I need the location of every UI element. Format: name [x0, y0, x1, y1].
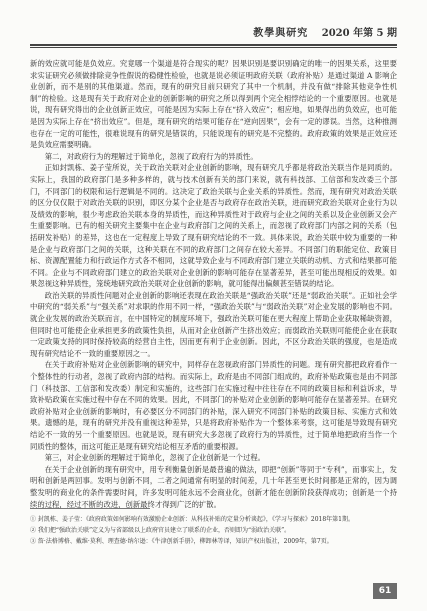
footnote-divider	[30, 508, 150, 509]
paragraph: 正如封凯栋、姜子莹所说，关于政治关联对企业创新的影响，现有研究几乎都是将政治关联当作是同质的。实际上，我国的政府部门是多种多样的，就与技术创新有关的部门来说，就有科技部、工信部和发改委三个部门，不同部门的权限和运行逻辑是不同的。这决定了政治关联与企业关系的异质性。然而，现有研究对政治关联的区分仅仅限于对政治关联的识别，即区分某个企业是否与政府存在政治关联，进而研究政治关联对企业行为以及绩效的影响，很少考虑政治关联本身的异质性，而这种异质性对于政府与企业之间的关系以及企业创新又会产生重要影响。已有的相关研究主要集中在企业与政府部门之间的关系上，而忽视了政府部门内部之间的关系（包括研发补贴）的差异，这也在一定程度上导致了现有研究结论的不一致。具体来说，政治关联中较为重要的一种是企业与政府部门之间的关联，这种关联在不同的政府部门之间存在较大差异。不同部门的职能定位、政策目标、资源配置能力和行政运作方式各不相同，这就导致企业与不同政府部门建立关联的动机、方式和结果都可能不同。企业与不同政府部门建立的政治关联对企业创新的影响可能存在显著差异，甚至可能出现相反的效果。如果忽视这种异质性，笼统地研究政治关联对企业创新的影响，就可能得出偏颇甚至错误的结论。	[30, 163, 397, 289]
running-header	[30, 24, 397, 42]
footnote: ③ 詹·法格博格、戴维·莫利、理查德·纳尔逊：《牛津创新手册》，柳卸林等译，知识产权出版社，2009年，第7页。	[30, 538, 333, 545]
article-body	[30, 58, 397, 509]
footnote: ② 我们把“强政治关联”定义为与省部级以上政府官员建立了联系的企业，否则即为“弱政治关联”。	[30, 527, 291, 534]
issue-label: 2020 年第 5 期	[321, 28, 397, 39]
paragraph: 在关于企业创新的现有研究中，用专利衡量创新是最普遍的做法，即把“创新”等同于“专利”，而事实上，发明和创新是两回事。发明与创新不同，二者之间通常有明显的时间差，几十年甚至更长时间都是正常的，因为调整发明的商业化的条件需要时间，许多发明可能永远不会商业化，创新才能在创新阶段获得成功；创新是一个持续的过程，经过不断的改进，创新最终才得到广泛的扩散。	[30, 464, 397, 509]
page-number: 61	[373, 583, 397, 599]
footnote: ① 封凯栋、姜子莹：《政府政策如何影响有效激励企业创新：从科技补贴的定量分析谈起》，《学习与探索》2018年第1期。	[30, 516, 354, 523]
section-point: 第二，对政府行为的理解过于简单化，忽视了政府行为的异质性。	[44, 151, 258, 161]
header-rule-thin	[30, 47, 397, 48]
header-rule	[30, 44, 397, 46]
journal-title: 教學與研究	[253, 28, 309, 39]
section-point: 第三，对企业创新的理解过于简单化，忽视了企业创新是一个过程。	[44, 453, 266, 463]
paragraph: 政治关联的异质性问题对企业创新的影响还表现在政治关联是“强政治关联”还是“弱政治关联”。正如社会学中研究的“弱关系”与“强关系”对求职的作用不同一样，“强政治关联”与“弱政治关联”对企业发展的影响也不同。就企业发展的政治关联而言，在中国特定的制度环境下，强政治关联可能在更大程度上帮助企业获取稀缺资源，但同时也可能使企业承担更多的政策性负担，从而对企业创新产生挤出效应；而弱政治关联则可能使企业在获取一定政策支持的同时保持较高的经营自主性，因而更有利于企业创新。因此，不区分政治关联的强度，也是造成现有研究结论不一致的重要原因之一。	[30, 290, 397, 358]
footnotes	[30, 515, 397, 548]
paragraph: 在关于政府补贴对企业创新影响的研究中，同样存在忽视政府部门异质性的问题。现有研究都把政府看作一个整体性的行动者，忽视了政府内部的结构。而实际上，政府是由不同部门组成的，政府补贴政策也是由不同部门（科技部、工信部和发改委）制定和实施的，这些部门在实施过程中往往存在不同的政策目标和利益诉求，导致补贴政策在实施过程中存在不同的效果。因此，不同部门的补贴对企业创新的影响可能存在显著差异。在研究政府补贴对企业创新的影响时，有必要区分不同部门的补贴，深入研究不同部门补贴的政策目标、实施方式和效果。遗憾的是，现有的研究并没有重视这种差异，只是将政府补贴作为一个整体来考察，这可能是导致现有研究结论不一致的另一个重要原因。也就是说，现有研究大多忽视了政府行为的异质性，过于简单地把政府当作一个同质性的整体，而这可能正是现有研究结论相互矛盾的重要根源。	[30, 360, 397, 451]
paragraph: 新的效应就可能是负效应。究竟哪一个渠道是符合现实的呢？因果识别是要识别确定的唯一的因果关系，这里要求实证研究必须做排除竞争性假说的稳健性检验，也就是说必须证明政府关联（政府补贴）是通过渠道 A 影响企业创新，而不是别的其他渠道。然而，现有的研究目前只研究了其中一个机制，并没有做“排除其他竞争性机制”的检验。这是现有关于政府对企业的创新影响的研究之所以得到两个完全相悖结论的一个重要原因。也就是说，现有研究得出的企业创新正效应，可能是因为实际上存在“挤入效应”；相应地，如果得出的负效应，也可能是因为实际上存在“挤出效应”。但是，现有研究的结果可能存在“逆向因果”，会有一定的谬误。当然，这种推测也存在一定的可能性，很难说现有的研究是错误的，只能说现有的研究是不完整的。政府政策的效果是正效应还是负效应需要明确。	[30, 59, 397, 150]
